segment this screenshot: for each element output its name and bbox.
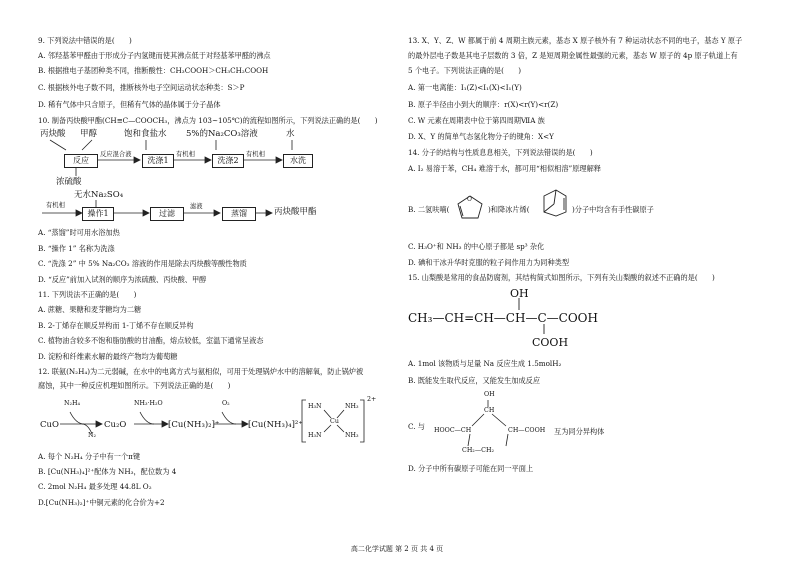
arrow-label-organic-1: 有机相 [176,151,195,158]
q13-stem-line1: 13. X、Y、Z、W 都属于前 4 周期主族元素，基态 X 原子核外有 7 种运动状态不同的电子，基态 Y 原子 [408,36,743,45]
box-operation-1: 操作1 [82,207,114,221]
q11-option-b: B. 2-丁烯存在顺反异构而 1-丁烯不存在顺反异构 [38,321,194,330]
complex-ligand-tr: NH₃ [345,403,359,410]
complex-charge: 2+ [367,396,377,403]
ring-ch-top: CH [484,407,495,414]
q14-stem: 14. 分子的结构与性质息息相关，下列说法错误的是( ) [408,148,593,157]
q14-option-d: D. 碘和干冰升华时克服的粒子间作用力为同种类型 [408,258,570,267]
species-cu2o: Cu₂O [104,420,127,430]
product-n2: N₂ [88,432,97,439]
box-filter: 过滤 [150,207,184,221]
q9-option-b: B. 根据推电子基团种类不同，推断酸性：CH₃COOH＞CH₃CH₂COOH [38,66,269,75]
q11-option-c: C. 植物油含较多不饱和脂肪酸的甘油酯，熔点较低，室温下通常呈液态 [38,336,264,345]
q15-option-c-pre: C. 与 [408,422,425,431]
q10-stem: 10. 制备丙炔酸甲酯(CH≡C—COOCH₃，沸点为 103~105℃)的流程如图所示，下列说法正确的是( ) [38,116,378,125]
reagent-o2: O₂ [222,400,230,407]
q10-option-d: D. “反应”前加入试剂的顺序为浓硫酸、丙炔酸、甲醇 [38,275,207,284]
q15-option-a: A. 1mol 该物质与足量 Na 反应生成 1.5molH₂ [408,359,562,368]
arrow-label-organic-2: 有机相 [246,151,265,158]
box-reaction: 反应 [64,154,98,168]
reagent-water: 水 [286,129,295,139]
reagent-na2co3: 5%的Na₂CO₃溶液 [186,129,258,139]
q9-stem: 9. 下列说法中错误的是( ) [38,36,132,45]
box-water-wash: 水洗 [283,154,313,168]
box-wash-2: 洗涤2 [212,154,244,168]
q11-stem: 11. 下列说法不正确的是( ) [38,290,137,299]
q12-stem-line1: 12. 联氨(N₂H₄)为二元弱碱，在水中的电离方式与氨相似，可用于处理锅炉水中的溶解氧，防止锅炉被 [38,367,364,376]
q14-option-b-mid: )和降冰片烯( [488,205,530,214]
q13-stem-line3: 5 个电子。下列说法正确的是( ) [408,66,522,75]
ring-oh: OH [484,391,495,398]
q14-option-b-post: )分子中均含有手性碳原子 [572,205,654,214]
complex-ligand-bl: H₃N [308,432,322,439]
species-cu-nh3-2: [Cu(NH₃)₂]⁺ [168,420,220,430]
reagent-na2so4: 无水Na₂SO₄ [74,190,124,200]
q12-option-c: C. 2mol N₂H₄ 最多处理 44.8L O₂ [38,482,152,491]
species-cu-nh3-4: [Cu(NH₃)₄]²⁺ [248,420,303,430]
q13-option-c: C. W 元素在周期表中位于第四周期ⅦA 族 [408,116,545,125]
reagent-methanol: 甲醇 [80,129,98,139]
reagent-ammonia-water: NH₃·H₂O [134,400,163,407]
arrow-label-filtrate: 滤液 [190,203,203,210]
complex-center: Cu [330,418,339,425]
q12-option-a: A. 每个 N₂H₄ 分子中有一个π键 [38,452,141,461]
complex-ligand-br: NH₃ [345,432,359,439]
product-methyl-propiolate: 丙炔酸甲酯 [274,207,317,217]
complex-ligand-tl: H₃N [308,403,322,410]
q14-option-a: A. I₂ 易溶于苯，CH₄ 难溶于水，都可用“相似相溶”原理解释 [408,164,601,173]
q15-option-c-post: 互为同分异构体 [554,427,605,436]
q15-option-b: B. 既能发生取代反应，又能发生加成反应 [408,376,541,385]
q14-option-c: C. H₃O⁺和 NH₃ 的中心原子都是 sp³ 杂化 [408,242,545,251]
species-cuo: CuO [40,420,59,430]
q12-stem-line2: 腐蚀，其中一种反应机理如图所示。下列说法正确的是( ) [38,381,231,390]
q15-stem: 15. 山梨酸是常用的食品防腐剂，其结构简式如图所示，下列有关山梨酸的叙述不正确的是( ) [408,273,715,282]
ring-ch-cooh: CH—COOH [508,427,546,434]
q10-option-a: A. “蒸馏”时可用水浴加热 [38,228,120,237]
scheme-arrows [58,404,258,440]
q9-option-d: D. 稀有气体中只含原子，但稀有气体的晶体属于分子晶体 [38,100,221,109]
dihydrofuran-structure [452,190,488,222]
q12-option-b: B. [Cu(NH₃)₄]²⁺配体为 NH₃，配位数为 4 [38,467,177,476]
structure-chain: CH₃—CH=CH—CH—C—COOH [408,311,598,325]
reagent-conc-sulfuric: 浓硫酸 [56,177,82,187]
q13-option-b: B. 原子半径由小到大的顺序：r(X)<r(Y)<r(Z) [408,100,559,109]
page-footer: 高二化学试题 第 2 页 共 4 页 [350,545,444,553]
ring-bonds [458,398,518,450]
q13-option-a: A. 第一电离能：I₁(Z)<I₁(X)<I₁(Y) [408,83,522,92]
ring-ch2-ch2: CH₂—CH₂ [462,447,494,454]
q10-option-b: B. “操作 1” 名称为洗涤 [38,244,115,253]
structure-cooh: COOH [532,336,569,349]
svg-text:O: O [467,196,472,203]
q9-option-c: C. 根据核外电子数不同，推断核外电子空间运动状态种类：S＞P [38,83,245,92]
flow2-start-label: 有机相 [46,202,65,209]
reagent-propiolic-acid: 丙炔酸 [40,129,66,139]
reagent-brine: 饱和食盐水 [124,129,167,139]
q15-option-d: D. 分子中所有碳原子可能在同一平面上 [408,464,534,473]
box-wash-1: 洗涤1 [142,154,174,168]
arrow-label-mixture: 反应混合液 [100,151,132,158]
q9-option-a: A. 邻羟基苯甲醛由于形成分子内氢键而使其沸点低于对羟基苯甲醛的沸点 [38,51,271,60]
q11-option-d: D. 淀粉和纤维素水解的最终产物均为葡萄糖 [38,352,178,361]
q14-option-b-pre: B. 二氢呋喃( [408,205,450,214]
reagent-n2h4: N₂H₄ [64,400,81,407]
q13-option-d: D. X、Y 的简单气态氢化物分子的键角：X<Y [408,132,554,141]
structure-oh: OH [510,287,529,300]
norbornene-structure [536,186,572,220]
q10-option-c: C. “洗涤 2” 中 5% Na₂CO₃ 溶液的作用是除去丙炔酸等酸性物质 [38,259,247,268]
q11-option-a: A. 蔗糖、果糖和麦芽糖均为二糖 [38,305,142,314]
q12-option-d: D.[Cu(NH₃)₂]⁺中铜元素的化合价为+2 [38,498,165,507]
ring-hooc-ch: HOOC—CH [434,427,472,434]
box-distill: 蒸馏 [222,207,256,221]
q13-stem-line2: 的最外层电子数是其电子层数的 3 倍，Z 是短周期金属性最强的元素，基态 W 原子的 4p 原子轨道上有 [408,51,738,60]
